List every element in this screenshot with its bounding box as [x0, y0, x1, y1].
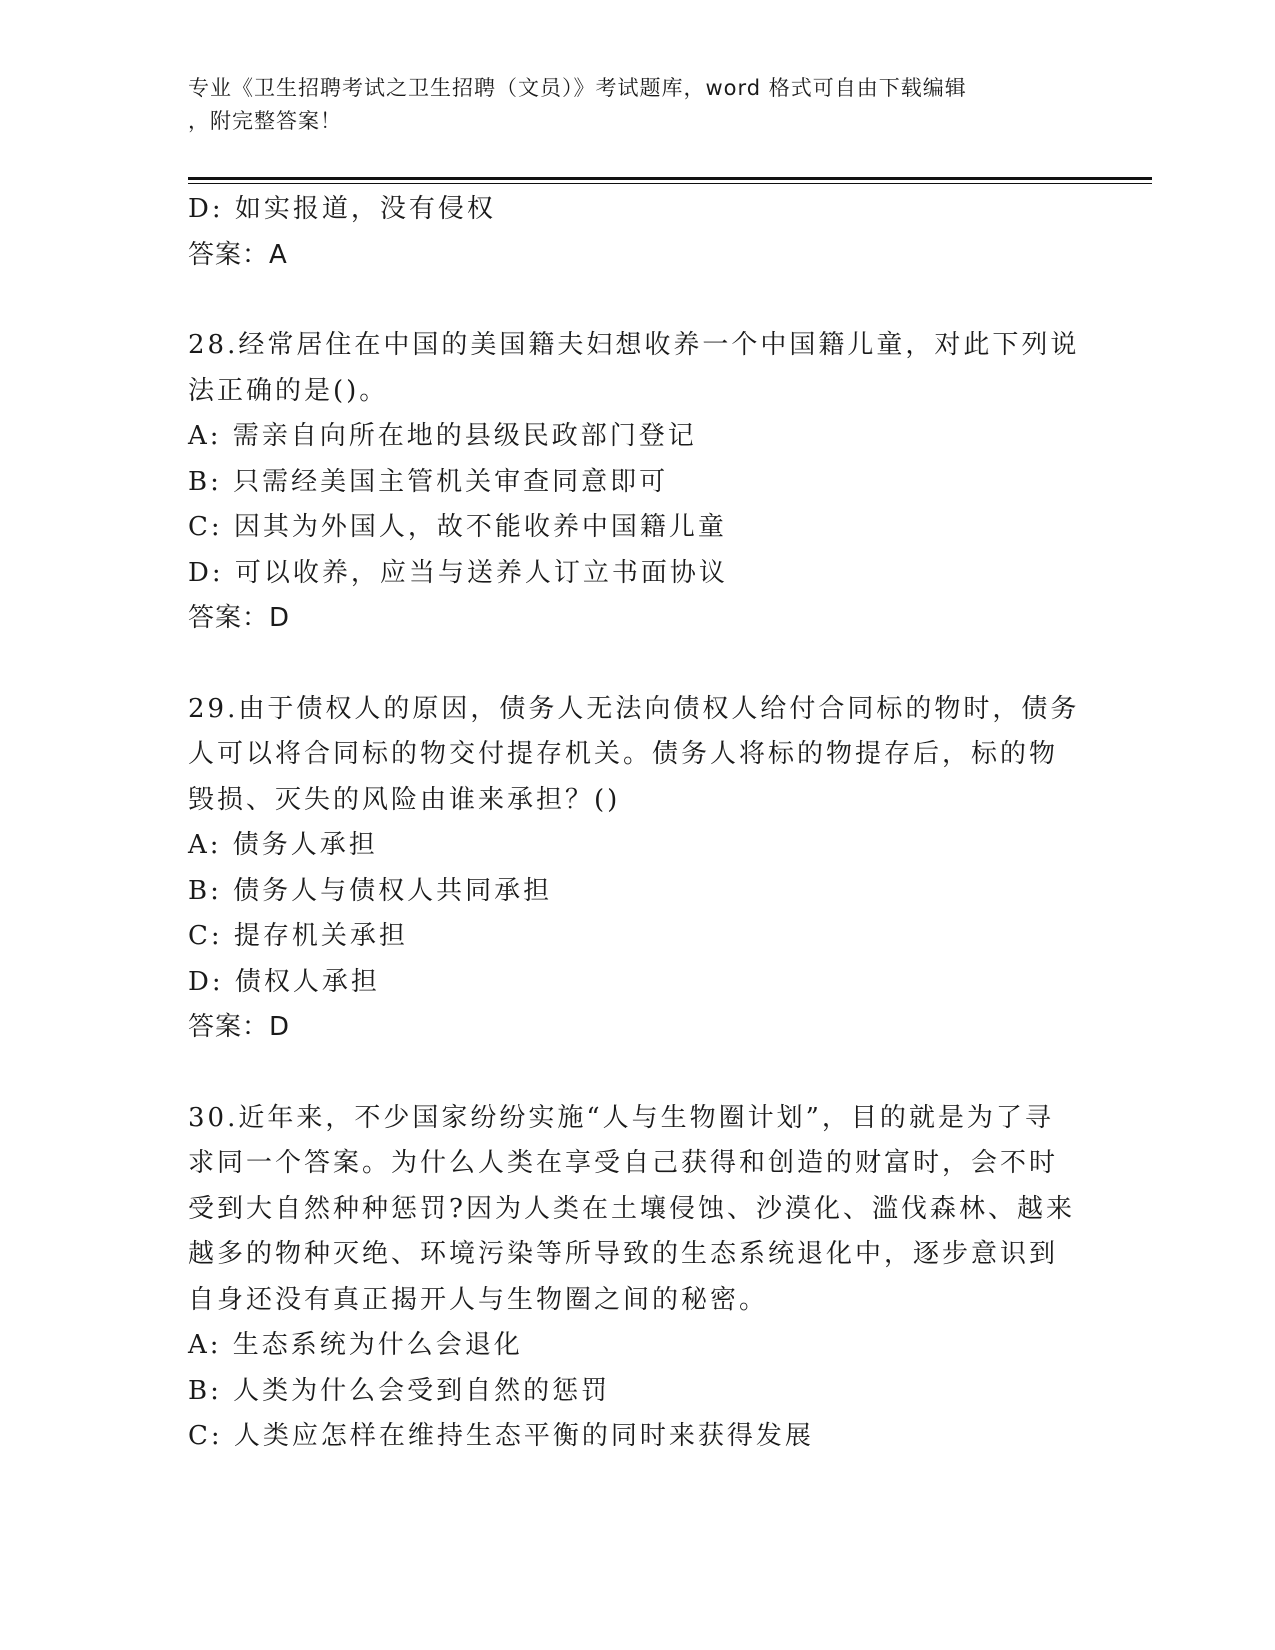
option-c: C: 提存机关承担: [188, 921, 408, 951]
spacer: [188, 642, 1078, 687]
question-stem: 自身还没有真正揭开人与生物圈之间的秘密。: [188, 1284, 769, 1315]
question-30: [188, 1096, 1078, 1460]
question-stem: 人可以将合同标的物交付提存机关。债务人将标的物提存后，标的物: [188, 739, 1059, 769]
question-stem: 毁损、灭失的风险由谁来承担？(): [188, 784, 621, 815]
question-stem: 30.近年来，不少国家纷纷实施“人与生物圈计划”，目的就是为了寻: [188, 1102, 1054, 1133]
question-stem: 29.由于债权人的原因，债务人无法向债权人给付合同标的物时，债务: [188, 693, 1080, 724]
header-rule-thick: [188, 177, 1152, 180]
document-header: [188, 72, 1088, 138]
answer: 答案：A: [188, 239, 288, 270]
question-stem: 28.经常居住在中国的美国籍夫妇想收养一个中国籍儿童，对此下列说: [188, 330, 1080, 360]
question-content: [188, 187, 1078, 1460]
spacer: [188, 1051, 1078, 1096]
option-a: A: 生态系统为什么会退化: [188, 1330, 523, 1360]
question-27-tail: [188, 187, 1078, 278]
option-a: A: 债务人承担: [188, 830, 378, 860]
question-stem: 法正确的是()。: [188, 375, 389, 406]
option-b: B: 只需经美国主管机关审查同意即可: [188, 466, 669, 497]
option-c: C: 人类应怎样在维持生态平衡的同时来获得发展: [188, 1421, 814, 1451]
question-29: [188, 687, 1078, 1051]
option-a: A: 需亲自向所在地的县级民政部门登记: [188, 421, 697, 451]
option-b: B: 人类为什么会受到自然的惩罚: [188, 1375, 611, 1406]
header-line-1: 专业《卫生招聘考试之卫生招聘（文员）》考试题库，word 格式可自由下载编辑: [188, 76, 967, 100]
option-d: D: 如实报道，没有侵权: [188, 194, 496, 224]
question-stem: 受到大自然种种惩罚?因为人类在土壤侵蚀、沙漠化、滥伐森林、越来: [188, 1193, 1075, 1224]
option-b: B: 债务人与债权人共同承担: [188, 875, 553, 906]
answer: 答案：D: [188, 603, 291, 633]
spacer: [188, 278, 1078, 323]
option-d: D: 债权人承担: [188, 966, 380, 997]
answer: 答案：D: [188, 1012, 291, 1042]
question-stem: 越多的物种灭绝、环境污染等所导致的生态系统退化中，逐步意识到: [188, 1239, 1059, 1269]
option-c: C: 因其为外国人，故不能收养中国籍儿童: [188, 512, 727, 542]
header-rule-thin: [188, 183, 1152, 184]
question-28: [188, 323, 1078, 642]
question-stem: 求同一个答案。为什么人类在享受自己获得和创造的财富时，会不时: [188, 1148, 1059, 1178]
header-line-2: ，附完整答案！: [188, 109, 342, 133]
option-d: D: 可以收养，应当与送养人订立书面协议: [188, 557, 728, 588]
